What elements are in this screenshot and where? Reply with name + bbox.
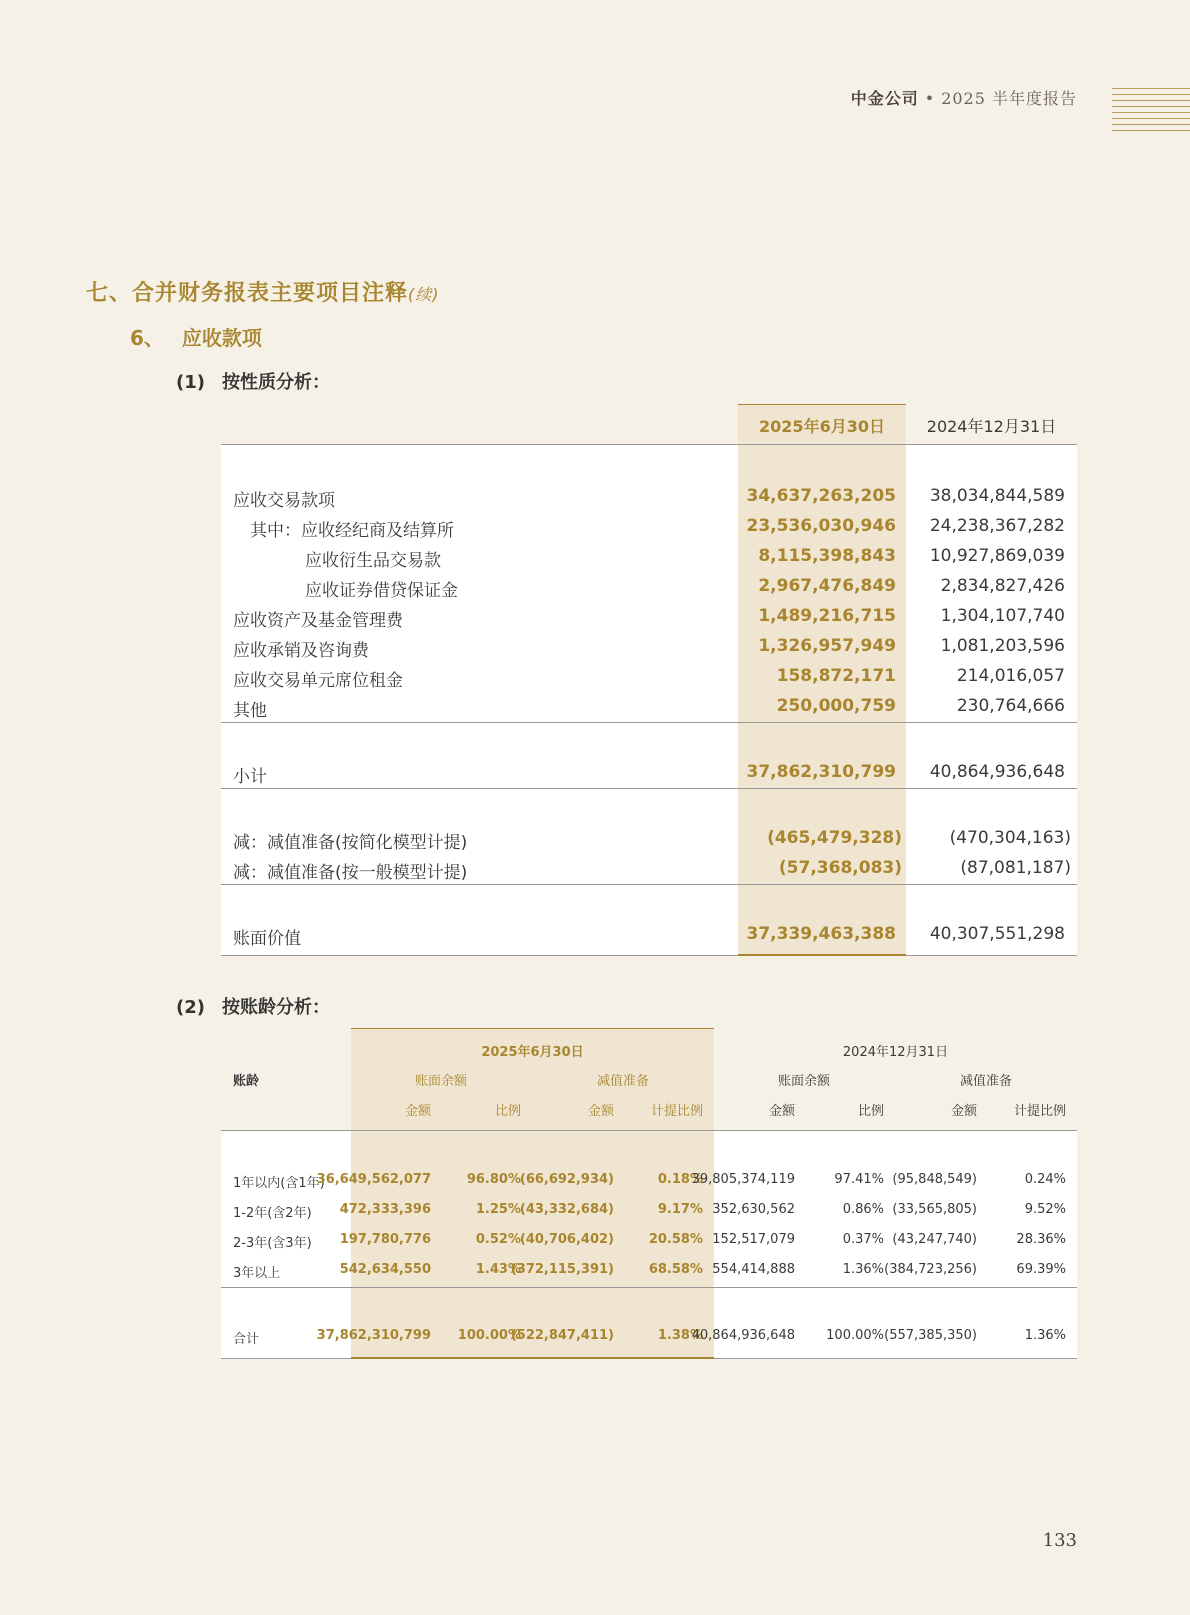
t2-row: [221, 1200, 1077, 1224]
t2-sub-prov-amount: 金额: [587, 1104, 614, 1119]
t1-row-label: 应收资产及基金管理费: [233, 611, 403, 631]
subsection-heading: [130, 322, 262, 351]
t2-cell: (522,847,411): [510, 1328, 614, 1343]
t2-cell: (372,115,391): [510, 1262, 614, 1277]
t1-header-rule: [221, 444, 1077, 445]
t2-cell: 0.86%: [842, 1202, 884, 1217]
t2-cell: 36,649,562,077: [316, 1172, 431, 1187]
t2-cell: 197,780,776: [339, 1232, 431, 1247]
t1-top-rule: [738, 404, 906, 405]
t2-cell: (33,565,805): [892, 1202, 977, 1217]
t1-row: [221, 694, 1077, 722]
t1-subtotal-rule: [221, 722, 1077, 723]
t1-row-label: 减：减值准备(按简化模型计提): [233, 833, 468, 853]
t1-row-prior-value: 40,307,551,298: [929, 924, 1065, 944]
section-continued: (续): [408, 285, 440, 304]
t1-row-current-value: 23,536,030,946: [746, 516, 896, 536]
t2-balance-prior: 账面余额: [777, 1074, 830, 1089]
t2-row: [221, 1260, 1077, 1284]
t1-row-current-value: 2,967,476,849: [758, 576, 896, 596]
t2-cell: (95,848,549): [892, 1172, 977, 1187]
t2-cell: 9.52%: [1024, 1202, 1066, 1217]
t1-row: [221, 664, 1077, 692]
t2-row-label: 3年以上: [233, 1266, 281, 1281]
t1-row-current-value: (465,479,328): [767, 828, 902, 848]
t1-row-prior-value: 214,016,057: [956, 666, 1065, 686]
t1-col-current: 2025年6月30日: [759, 417, 885, 436]
t1-row: [221, 856, 1077, 884]
t1-row-current-value: 158,872,171: [776, 666, 896, 686]
t1-row-prior-value: 10,927,869,039: [929, 546, 1065, 566]
t1-row-label: 账面价值: [233, 929, 301, 949]
t1-row-label: 应收承销及咨询费: [233, 641, 369, 661]
t1-row: [221, 826, 1077, 854]
t2-top-rule: [351, 1028, 714, 1029]
t2-sub-prov-amount-prior: 金额: [950, 1104, 977, 1119]
t2-cell: 152,517,079: [712, 1232, 795, 1247]
t2-cell: (66,692,934): [519, 1172, 614, 1187]
t2-row-label: 1年以内(含1年): [233, 1176, 325, 1191]
t2-cell: 96.80%: [466, 1172, 521, 1187]
t2-sub-prov-ratio: 计提比例: [650, 1104, 703, 1119]
t2-cell: 472,333,396: [339, 1202, 431, 1217]
t2-cell: 542,634,550: [339, 1262, 431, 1277]
t2-header-rule: [221, 1130, 1077, 1131]
t1-row: [221, 760, 1077, 788]
t2-cell: 100.00%: [457, 1328, 521, 1343]
t1-row-prior-value: (470,304,163): [949, 828, 1071, 848]
t1-row-prior-value: 2,834,827,426: [940, 576, 1065, 596]
part1-heading: [176, 368, 330, 394]
t1-impairment-rule: [221, 788, 1077, 789]
t2-row: [221, 1326, 1077, 1350]
company-name: 中金公司: [850, 89, 919, 108]
part2-number: (2): [176, 997, 205, 1018]
t1-row-label: 减：减值准备(按一般模型计提): [233, 863, 468, 883]
t2-cell: 40,864,936,648: [691, 1328, 795, 1343]
t2-cell: 352,630,562: [712, 1202, 795, 1217]
t1-row-prior-value: 1,081,203,596: [940, 636, 1065, 656]
t2-cell: (40,706,402): [519, 1232, 614, 1247]
t2-cell: 69.39%: [1016, 1262, 1066, 1277]
page-number: 133: [1042, 1530, 1077, 1551]
t1-row-current-value: 37,862,310,799: [746, 762, 896, 782]
t1-row-label: 其他: [233, 701, 267, 721]
t1-total-rule: [221, 884, 1077, 885]
t1-row-current-value: 37,339,463,388: [746, 924, 896, 944]
t2-cell: 0.52%: [475, 1232, 521, 1247]
subsection-title: 应收款项: [181, 326, 262, 350]
t2-cell: 554,414,888: [712, 1262, 795, 1277]
t1-row: [221, 574, 1077, 602]
t2-cell: 20.58%: [648, 1232, 703, 1247]
t2-cell: (43,247,740): [892, 1232, 977, 1247]
t1-row-label: 其中：应收经纪商及结算所: [250, 521, 454, 541]
t2-cell: (557,385,350): [884, 1328, 977, 1343]
t2-cell: 1.25%: [475, 1202, 521, 1217]
t1-row: [221, 634, 1077, 662]
t2-provision-prior: 减值准备: [959, 1074, 1012, 1089]
t1-row-prior-value: 38,034,844,589: [929, 486, 1065, 506]
running-header: [851, 86, 1077, 109]
t1-row: [221, 544, 1077, 572]
t2-cell: 97.41%: [834, 1172, 884, 1187]
t2-cell: 9.17%: [657, 1202, 703, 1217]
t1-row-prior-value: 40,864,936,648: [929, 762, 1065, 782]
t1-row: [221, 484, 1077, 512]
t1-row-current-value: 1,489,216,715: [758, 606, 896, 626]
t1-row-label: 应收交易单元席位租金: [233, 671, 403, 691]
t2-sub-prov-ratio-prior: 计提比例: [1013, 1104, 1066, 1119]
t1-bottom-rule: [221, 955, 1077, 956]
t2-sub-ratio-prior: 比例: [857, 1104, 884, 1119]
t2-cell: 0.18%: [657, 1172, 703, 1187]
t2-cell: 1.43%: [475, 1262, 521, 1277]
report-title: 2025 半年度报告: [941, 89, 1077, 108]
t2-cell: 1.36%: [1024, 1328, 1066, 1343]
t1-row-prior-value: (87,081,187): [960, 858, 1071, 878]
t2-row-label: 2-3年(含3年): [233, 1236, 312, 1251]
t1-row-prior-value: 24,238,367,282: [929, 516, 1065, 536]
t2-cell: (384,723,256): [884, 1262, 977, 1277]
t1-row-current-value: 250,000,759: [776, 696, 896, 716]
t2-sub-amount: 金额: [404, 1104, 431, 1119]
section-heading: [86, 276, 440, 307]
t2-age-header: 账龄: [233, 1074, 260, 1089]
section-title: 七、合并财务报表主要项目注释: [86, 281, 409, 306]
t2-cell: 39,805,374,119: [691, 1172, 795, 1187]
t1-bottom-gold-rule: [738, 954, 906, 956]
t1-row-prior-value: 230,764,666: [956, 696, 1065, 716]
t2-cell: 37,862,310,799: [316, 1328, 431, 1343]
t1-row-label: 应收交易款项: [233, 491, 335, 511]
t1-row-current-value: 1,326,957,949: [758, 636, 896, 656]
t1-row: [221, 514, 1077, 542]
t2-bottom-gold-rule: [351, 1357, 714, 1359]
t1-row-current-value: 8,115,398,843: [758, 546, 896, 566]
t2-row-label: 1-2年(含2年): [233, 1206, 312, 1221]
t2-cell: 0.24%: [1024, 1172, 1066, 1187]
part1-number: (1): [176, 372, 205, 393]
subsection-number: 6、: [130, 326, 164, 350]
t1-row: [221, 922, 1077, 950]
t2-date-current: 2025年6月30日: [481, 1045, 584, 1060]
header-separator: •: [924, 89, 936, 108]
t1-row-label: 应收衍生品交易款: [305, 551, 441, 571]
t1-row: [221, 604, 1077, 632]
t2-sub-ratio: 比例: [494, 1104, 521, 1119]
t2-date-prior: 2024年12月31日: [842, 1045, 949, 1060]
t2-sub-amount-prior: 金额: [768, 1104, 795, 1119]
t2-cell: 100.00%: [826, 1328, 884, 1343]
t2-row-label: 合计: [233, 1332, 260, 1347]
t1-row-current-value: (57,368,083): [778, 858, 902, 878]
part1-title: 按性质分析：: [222, 372, 330, 393]
part2-heading: [176, 993, 330, 1019]
part2-title: 按账龄分析：: [222, 997, 330, 1018]
t2-row: [221, 1170, 1077, 1194]
t2-cell: 1.36%: [842, 1262, 884, 1277]
t1-row-label: 应收证券借贷保证金: [305, 581, 458, 601]
t2-balance-current: 账面余额: [414, 1074, 467, 1089]
t1-row-label: 小计: [233, 767, 267, 787]
t1-row-current-value: 34,637,263,205: [746, 486, 896, 506]
header-decoration-lines: [1112, 88, 1190, 136]
t2-cell: (43,332,684): [519, 1202, 614, 1217]
t1-col-prior: 2024年12月31日: [926, 417, 1057, 436]
t2-row: [221, 1230, 1077, 1254]
t2-cell: 0.37%: [842, 1232, 884, 1247]
t1-row-prior-value: 1,304,107,740: [940, 606, 1065, 626]
t2-cell: 28.36%: [1016, 1232, 1066, 1247]
t2-cell: 1.38%: [657, 1328, 703, 1343]
t2-total-rule: [221, 1287, 1077, 1288]
t2-cell: 68.58%: [648, 1262, 703, 1277]
t2-provision-current: 减值准备: [596, 1074, 649, 1089]
